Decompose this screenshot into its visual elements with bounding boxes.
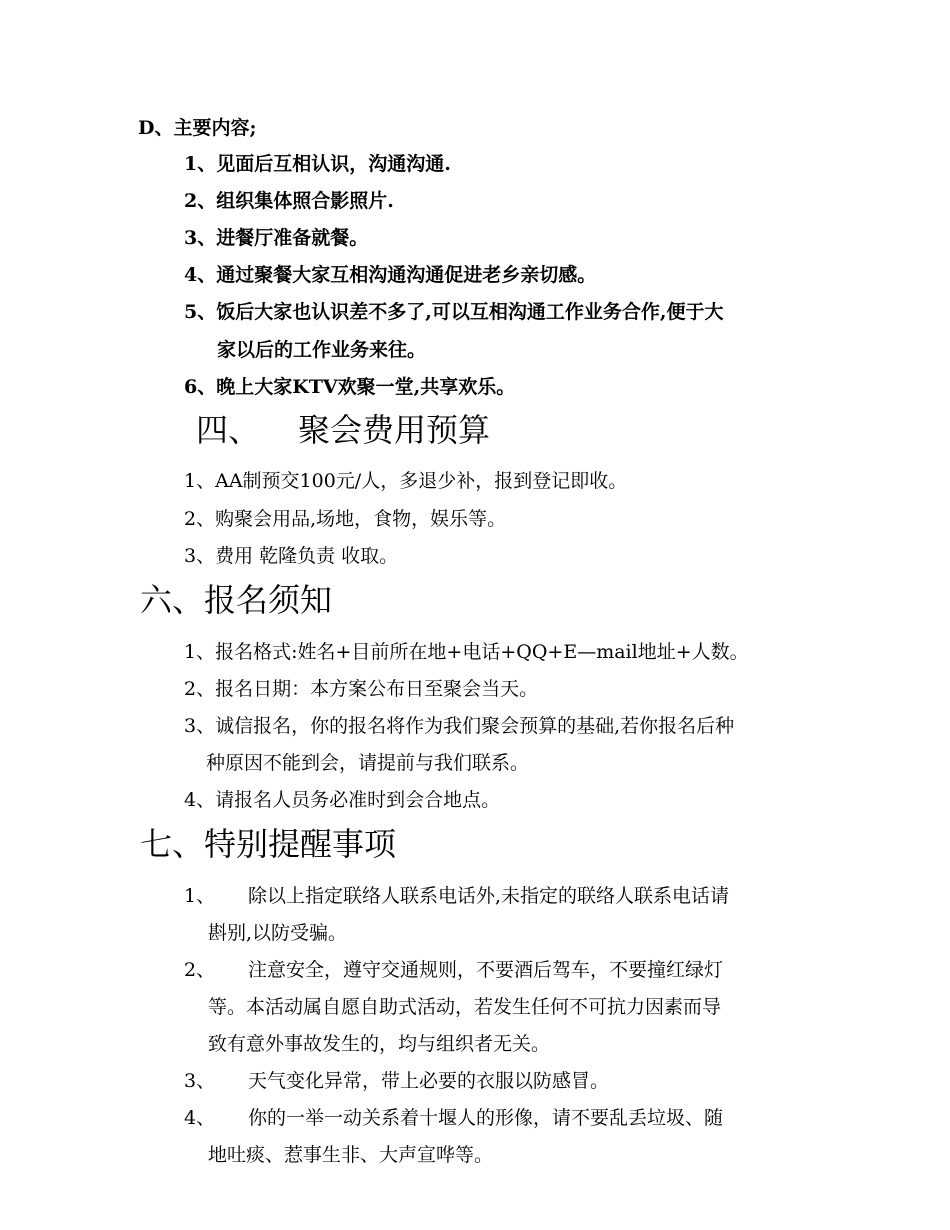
item-number: 6、 xyxy=(184,376,217,398)
section-d-item-5-cont: 家以后的工作业务来往。 xyxy=(217,339,427,361)
item-number: 2、 xyxy=(184,678,216,700)
item-text: 见面后互相认识，沟通沟通. xyxy=(216,153,451,175)
item-number: 3、 xyxy=(184,227,217,249)
section-4-item-1 xyxy=(184,469,627,493)
section-6-item-3 xyxy=(184,714,734,738)
section-6-item-3-cont: 种原因不能到会，请提前与我们联系。 xyxy=(206,752,530,774)
section-4-item-3 xyxy=(184,544,398,568)
item-text: 报名日期：本方案公布日至聚会当天。 xyxy=(215,678,539,700)
section-6-heading: 六、报名须知 xyxy=(140,581,333,619)
item-text: 费用 乾隆负责 收取。 xyxy=(215,545,399,567)
section-6-item-4 xyxy=(184,788,500,812)
item-number: 2、 xyxy=(184,190,217,212)
item-number: 1、 xyxy=(184,153,217,175)
section-7-item-4 xyxy=(184,1106,723,1130)
item-text: 你的一举一动关系着十堰人的形像，请不要乱丢垃圾、随 xyxy=(248,1107,724,1129)
section-6-item-2 xyxy=(184,677,538,701)
item-text: 饭后大家也认识差不多了,可以互相沟通工作业务合作,便于大 xyxy=(216,301,724,323)
item-number: 4、 xyxy=(184,789,216,811)
section-7-item-2-cont-1: 等。本活动属自愿自助式活动，若发生任何不可抗力因素而导 xyxy=(208,996,722,1018)
section-d-item-1 xyxy=(184,152,451,176)
item-text: 报名格式:姓名+目前所在地+电话+QQ+E—mail地址+人数。 xyxy=(215,641,749,663)
section-7-item-1-cont: 斟别,以防受骗。 xyxy=(208,922,348,944)
item-number: 1、 xyxy=(184,641,216,663)
item-text: 组织集体照合影照片. xyxy=(216,190,394,212)
item-number: 4、 xyxy=(184,1107,216,1129)
section-d-title: D、主要内容; xyxy=(138,117,257,139)
item-text: 进餐厅准备就餐。 xyxy=(216,227,369,249)
item-text: 诚信报名，你的报名将作为我们聚会预算的基础,若你报名后种 xyxy=(215,715,735,737)
section-d-item-6 xyxy=(184,375,515,399)
item-number: 5、 xyxy=(184,301,217,323)
section-d-item-4 xyxy=(184,263,596,287)
item-text: 注意安全，遵守交通规则，不要酒后驾车，不要撞红绿灯 xyxy=(248,959,724,981)
section-4-heading xyxy=(196,410,490,450)
section-7-item-2-cont-2: 致有意外事故发生的，均与组织者无关。 xyxy=(208,1033,551,1055)
item-number: 1、 xyxy=(184,885,216,907)
item-number: 2、 xyxy=(184,508,216,530)
item-text: 购聚会用品,场地，食物，娱乐等。 xyxy=(215,508,507,530)
item-number: 1、 xyxy=(184,470,216,492)
item-text: 请报名人员务必准时到会合地点。 xyxy=(215,789,501,811)
item-text: AA制预交100元/人，多退少补，报到登记即收。 xyxy=(215,470,628,492)
section-6-item-1 xyxy=(184,640,749,664)
section-d-item-2 xyxy=(184,189,394,213)
item-number: 3、 xyxy=(184,715,216,737)
item-text: 天气变化异常，带上必要的衣服以防感冒。 xyxy=(248,1070,610,1092)
section-7-item-1 xyxy=(184,884,729,908)
item-number: 4、 xyxy=(184,264,217,286)
section-d-item-5 xyxy=(184,300,723,324)
section-7-item-4-cont: 地吐痰、惹事生非、大声宣哗等。 xyxy=(208,1144,494,1166)
section-4-item-2 xyxy=(184,507,506,531)
item-text: 通过聚餐大家互相沟通沟通促进老乡亲切感。 xyxy=(216,264,597,286)
section-7-item-2 xyxy=(184,958,723,982)
item-text: 除以上指定联络人联系电话外,未指定的联络人联系电话请 xyxy=(248,885,730,907)
item-number: 2、 xyxy=(184,959,216,981)
item-number: 3、 xyxy=(184,1070,216,1092)
section-7-heading: 七、特别提醒事项 xyxy=(140,825,397,863)
item-text: 晚上大家KTV欢聚一堂,共享欢乐。 xyxy=(216,376,516,398)
item-number: 3、 xyxy=(184,545,216,567)
section-d-item-3 xyxy=(184,226,368,250)
heading-number: 四、 xyxy=(196,411,261,449)
section-7-item-3 xyxy=(184,1069,609,1093)
heading-text: 聚会费用预算 xyxy=(298,411,491,449)
